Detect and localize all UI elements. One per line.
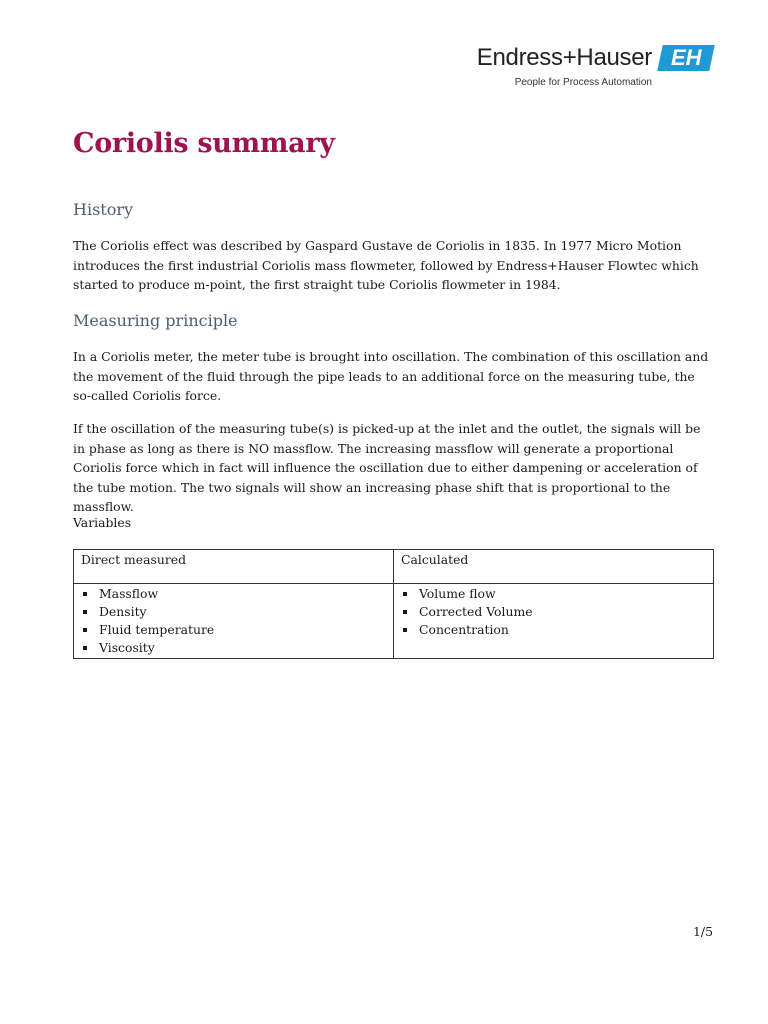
list-item: Fluid temperature bbox=[81, 621, 386, 639]
calculated-cell bbox=[394, 584, 714, 659]
company-logo bbox=[477, 44, 712, 89]
section-heading-history: History bbox=[73, 200, 134, 219]
history-paragraph: The Coriolis effect was described by Gaspard Gustave de Coriolis in 1835. In 1977 Micro Motion introduces the first industrial Coriolis mass flowmeter, followed by Endress+Hauser Flowtec which started to produce m-point, the first straight tube Coriolis flowmeter in 1984. bbox=[73, 238, 699, 293]
list-item: Concentration bbox=[401, 621, 706, 639]
list-item: Volume flow bbox=[401, 585, 706, 603]
variables-table bbox=[73, 549, 714, 659]
list-item: Density bbox=[81, 603, 386, 621]
logo-text bbox=[477, 44, 652, 89]
direct-measured-cell bbox=[74, 584, 394, 659]
page-number: 1/5 bbox=[693, 924, 713, 939]
list-item: Corrected Volume bbox=[401, 603, 706, 621]
list-item: Viscosity bbox=[81, 639, 386, 657]
measuring-principle-paragraph-2: If the oscillation of the measuring tube(s) is picked-up at the inlet and the outlet, the signals will be in phase as long as there is NO massflow. The increasing massflow will generate a proportional Coriolis force which in fact will influence the oscillation due to either dampening or acceleration of the tube motion. The two signals will show an increasing phase shift that is proportional to the massflow. bbox=[73, 421, 701, 515]
direct-measured-list bbox=[81, 585, 386, 657]
company-name: Endress+Hauser bbox=[476, 44, 652, 71]
calculated-list bbox=[401, 585, 706, 639]
measuring-principle-paragraph-1: In a Coriolis meter, the meter tube is brought into oscillation. The combination of this oscillation and the movement of the fluid through the pipe leads to an additional force on the measuring tube, the so-called Coriolis force. bbox=[73, 349, 709, 404]
list-item: Massflow bbox=[81, 585, 386, 603]
table-header-direct: Direct measured bbox=[74, 550, 394, 584]
table-row bbox=[74, 584, 714, 659]
table-header-row bbox=[74, 550, 714, 584]
variables-label: Variables bbox=[73, 515, 132, 530]
company-tagline: People for Process Automation bbox=[514, 77, 652, 88]
eh-logo-mark-icon: EH bbox=[657, 45, 715, 71]
section-heading-measuring-principle: Measuring principle bbox=[73, 311, 238, 330]
table-header-calculated: Calculated bbox=[394, 550, 714, 584]
document-title: Coriolis summary bbox=[73, 128, 335, 159]
